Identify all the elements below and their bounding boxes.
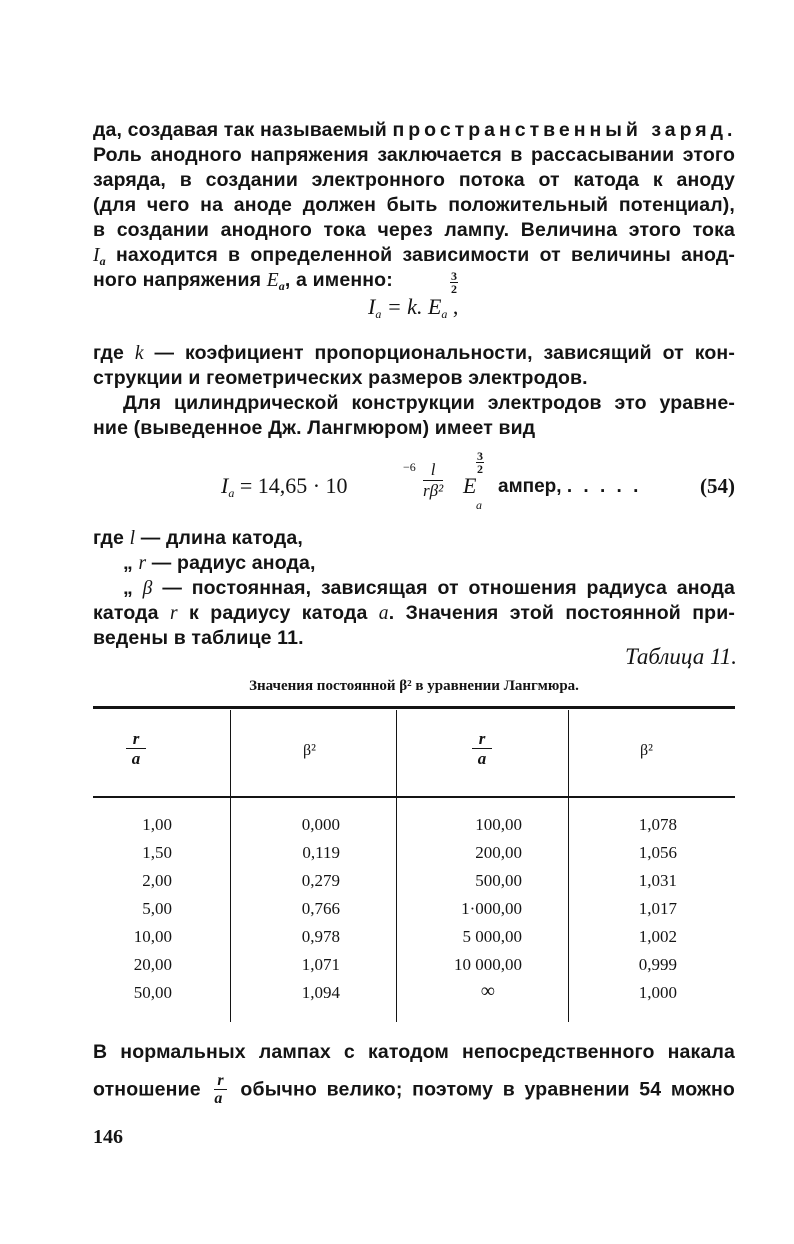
text-line: В нормальных лампах с катодом непосредственного накала: [93, 1041, 735, 1063]
table-cell: 2,00: [142, 871, 172, 890]
math-coefficient: = 14,65 · 10: [239, 473, 348, 498]
formula-fraction: [423, 460, 443, 501]
fraction-numerator: l: [423, 460, 443, 481]
header-ratio-r-a: [472, 730, 492, 769]
text-span: обычно велико; поэтому в уравнении 54 можно: [230, 1078, 735, 1101]
table-cell: 200,00: [475, 843, 522, 862]
text-span: . Значения этой постоянной при-: [388, 602, 735, 624]
math-variable: E: [266, 270, 279, 291]
table-cell: 1,50: [142, 843, 172, 862]
exponent-numerator: 3: [451, 269, 457, 283]
table-cell: 0,279: [301, 871, 340, 890]
table-cell: 10,00: [133, 927, 172, 946]
text-span: катода: [93, 602, 170, 624]
table-cell: 0,000: [301, 815, 340, 834]
table-cell: 1,056: [638, 843, 677, 862]
math-subscript: a: [278, 279, 285, 293]
definition-line: [93, 526, 735, 551]
text-span: „: [123, 577, 143, 599]
text-line: заряда, в создании электронного потока от катода к аноду: [93, 169, 735, 191]
table-cell: 1·000,00: [461, 899, 522, 918]
fraction-denominator: rβ²: [423, 481, 444, 500]
table-cell: 1,002: [638, 927, 677, 946]
formula-langmuir: [221, 473, 348, 501]
math-subscript: a: [375, 307, 382, 321]
math-variable: I: [368, 294, 376, 319]
text-span: где: [93, 527, 130, 549]
math-exponent: −6: [403, 460, 416, 474]
text-span: отношение: [93, 1078, 211, 1101]
formula-exponent: [476, 450, 484, 475]
table-header-rule: [93, 796, 735, 798]
header-numerator: r: [472, 730, 492, 749]
table-cell: 1,000: [638, 983, 677, 1002]
table-cell: 1,017: [638, 899, 677, 918]
exponent-numerator: 3: [477, 449, 483, 463]
math-punctuation: ,: [452, 294, 459, 319]
text-span: — радиус анода,: [146, 552, 316, 574]
table-cell: 0,999: [638, 955, 677, 974]
formula-anode-current: [368, 294, 458, 322]
math-variable: β: [142, 578, 153, 599]
table-cell: 1,094: [301, 983, 340, 1002]
text-span: находится в определенной зависимости от величины анод-: [105, 244, 735, 266]
header-denominator: a: [477, 749, 487, 768]
formula-term: [463, 473, 476, 499]
table-cell: ∞: [480, 980, 495, 1002]
table-cell: 1,078: [638, 815, 677, 834]
table-cell: 0,766: [301, 899, 340, 918]
math-subscript: a: [99, 254, 106, 268]
equation-number: (54): [700, 474, 735, 498]
math-variable: I: [93, 245, 100, 266]
formula-exponent: [450, 270, 458, 295]
definition-line: [93, 551, 765, 576]
table-cell: 1,071: [301, 955, 340, 974]
math-expression: = k. E: [386, 294, 442, 319]
text-line: [93, 118, 735, 142]
unit-text: ампер,: [498, 476, 562, 497]
page-number: 146: [93, 1126, 123, 1148]
text-line: в создании анодного тока через лампу. Величина этого тока: [93, 219, 735, 241]
header-numerator: r: [126, 730, 146, 749]
definition-line: [93, 576, 735, 601]
table-title: Значения постоянной β² в уравнении Лангмюра.: [249, 678, 579, 694]
table-cell: 5 000,00: [462, 927, 522, 946]
table-top-rule: [93, 706, 735, 709]
math-variable: E: [463, 473, 477, 498]
definition-line: [93, 601, 735, 626]
math-variable: r: [169, 603, 178, 624]
text-span: — постоянная, зависящая от отношения радиуса анода: [152, 577, 736, 599]
leader-dots: . . . . .: [566, 476, 642, 497]
text-line: [93, 341, 735, 366]
table-cell: 5,00: [142, 899, 172, 918]
header-beta-squared: β²: [640, 742, 653, 759]
text-span: „: [123, 552, 139, 574]
formula-unit: [498, 476, 641, 498]
table-cell: 50,00: [133, 983, 172, 1002]
math-subscript: a: [476, 498, 482, 512]
text-span: — длина катода,: [135, 527, 303, 549]
text-span: где: [93, 342, 135, 364]
table-cell: 1,031: [638, 871, 677, 890]
text-line: струкции и геометрических размеров электродов.: [93, 367, 588, 389]
table-column-divider: [230, 710, 231, 1022]
text-span: , а именно:: [284, 269, 393, 291]
text-span: к радиусу катода: [177, 602, 379, 624]
math-variable: r: [138, 553, 147, 574]
table-cell: 0,119: [302, 843, 340, 862]
table-column-divider: [396, 710, 397, 1022]
text-span: — коэфициент пропорциональности, зависящий от кон-: [143, 342, 735, 364]
table-column-divider: [568, 710, 569, 1022]
table-cell: 1,00: [142, 815, 172, 834]
fraction-numerator: r: [214, 1073, 226, 1090]
fraction-denominator: a: [214, 1090, 223, 1107]
math-subscript: a: [441, 307, 448, 321]
table-cell: 500,00: [475, 871, 522, 890]
header-denominator: a: [131, 749, 141, 768]
table-cell: 10 000,00: [454, 955, 522, 974]
text-line: ние (выведенное Дж. Лангмюром) имеет вид: [93, 417, 536, 439]
math-variable: a: [378, 603, 389, 624]
text-line: Для цилиндрической конструкции электродов это уравне-: [123, 392, 735, 414]
text-span: ного напряжения: [93, 269, 267, 291]
header-ratio-r-a: [126, 730, 146, 769]
text-span: да, создавая так называемый: [93, 119, 393, 141]
table-cell: 0,978: [301, 927, 340, 946]
definition-line: ведены в таблице 11.: [93, 627, 304, 649]
math-variable: k: [134, 343, 144, 364]
exponent-denominator: 2: [451, 282, 457, 296]
table-cell: 20,00: [133, 955, 172, 974]
exponent-denominator: 2: [477, 462, 483, 476]
spaced-emphasis-text: пространственный заряд.: [392, 119, 737, 141]
table-cell: 100,00: [475, 815, 522, 834]
table-caption: Таблица 11.: [624, 644, 737, 669]
text-line: Роль анодного напряжения заключается в рассасывании этого: [93, 144, 735, 166]
header-beta-squared: β²: [303, 742, 316, 759]
text-line: [93, 1073, 735, 1108]
inline-fraction: [214, 1073, 226, 1108]
math-subscript: a: [228, 486, 235, 500]
math-variable: l: [129, 528, 136, 549]
text-line: (для чего на аноде должен быть положительный потенциал),: [93, 194, 735, 216]
math-variable: I: [221, 473, 229, 498]
